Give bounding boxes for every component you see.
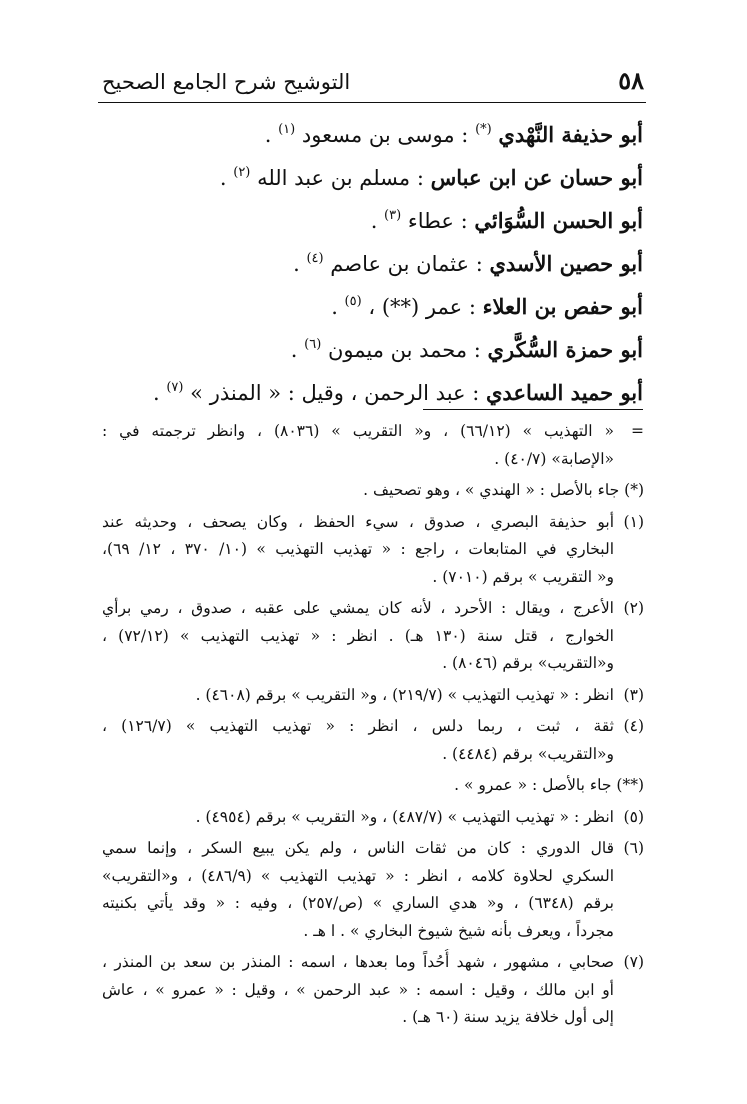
- entry-kunya: أبو حصين الأسدي: [489, 251, 643, 276]
- entry-name: عثمان بن عاصم: [330, 252, 470, 276]
- entry-name: مسلم بن عبد الله: [257, 166, 411, 190]
- footnotes-section: [102, 418, 644, 1036]
- page-header: [98, 66, 646, 102]
- footnote-line: الخوارج ، قتل سنة (١٣٠ هـ) . انظر : « تهذيب التهذيب » (٧٢/١٢) ،: [102, 626, 614, 645]
- footnote-line: مجرداً ، ويعرف بأنه شيخ شيوخ البخاري » . ا هـ .: [303, 921, 614, 940]
- footnote-line: قال الدوري : كان من ثقات الناس ، ولم يكن يبيع السكر ، وإنما سمي: [102, 839, 614, 857]
- footnote-line: إلى أول خلافة يزيد سنة (٦٠ هـ) .: [402, 1008, 614, 1026]
- entry-footnote-ref: (٤): [306, 251, 324, 266]
- entry-footnote-ref: (٧): [166, 380, 184, 395]
- footnote: [102, 949, 644, 1032]
- footnote: [102, 477, 644, 505]
- running-title: التوشيح شرح الجامع الصحيح: [102, 70, 351, 94]
- entry-footnote-ref: (٢): [233, 165, 251, 180]
- entry-row: أبو حمزة السُّكَّري : محمد بن ميمون $^{(٦)}$ .: [290, 337, 643, 362]
- footnote: [102, 772, 644, 800]
- entry-footnote-ref: (٣): [384, 208, 402, 223]
- entry-footnote-ref: (١): [278, 122, 296, 137]
- entry-name: محمد بن ميمون: [327, 338, 468, 362]
- entry-kunya: أبو حمزة السُّكَّري: [487, 337, 643, 362]
- entry-row: أبو حفص بن العلاء : عمر (**) ، $^{(٥)}$ .: [331, 294, 643, 319]
- footnote-line: أبو حذيفة البصري ، صدوق ، سيء الحفظ ، وكان يصحف ، وحديثه عند: [102, 512, 614, 531]
- footnote-line: البخاري في المتابعات ، راجع : « تهذيب التهذيب » (١٠/ ٣٧٠ ، ١٢/ ٦٩)،: [102, 540, 614, 558]
- entry-row: أبو حميد الساعدي : عبد الرحمن ، وقيل : « المنذر » $^{(٧)}$ .: [152, 380, 643, 405]
- footnote: [102, 418, 644, 473]
- footnote-label: (٢): [623, 599, 644, 617]
- footnote-label: (٣): [623, 685, 644, 704]
- entry-name: عبد الرحمن ، وقيل : « المنذر »: [190, 381, 466, 405]
- entry-kunya: أبو حسان عن ابن عباس: [430, 165, 643, 190]
- footnote-line: (**) جاء بالأصل : « عمرو » .: [454, 776, 644, 794]
- entry-kunya: أبو الحسن السُّوَائي: [474, 208, 643, 233]
- footnote-line: انظر : « تهذيب التهذيب » (٢١٩/٧) ، و« التقريب » برقم (٤٦٠٨) .: [195, 685, 614, 704]
- footnote: [102, 595, 644, 678]
- footnote-separator: [423, 409, 643, 410]
- footnote-label: (٦): [623, 839, 644, 857]
- footnote-line: (*) جاء بالأصل : « الهندي » ، وهو تصحيف .: [363, 481, 644, 499]
- footnote-line: صحابي ، مشهور ، شهد أُحُداً وما بعدها ، اسمه : المنذر بن سعد بن المنذر ،: [102, 953, 614, 971]
- entry-footnote-ref: (٦): [304, 337, 322, 352]
- entry-name: عطاء: [407, 209, 454, 233]
- entry-name: موسى بن مسعود: [301, 123, 455, 147]
- footnote-line: و« التقريب » برقم (٧٠١٠) .: [432, 567, 614, 586]
- footnote-label: =: [631, 422, 644, 440]
- footnote-line: « التهذيب » (٦٦/١٢) ، و« التقريب » (٨٠٣٦) ، وانظر ترجمته في :: [102, 422, 614, 440]
- footnote: [102, 682, 644, 710]
- entry-name: عمر (**) ،: [368, 295, 463, 319]
- footnote: [102, 835, 644, 945]
- footnote-label: (٥): [623, 807, 644, 826]
- entry-kunya: أبو حذيفة النَّهْدي: [498, 122, 643, 147]
- footnote: [102, 804, 644, 832]
- entry-footnote-ref: (٥): [344, 294, 362, 309]
- entry-row: أبو الحسن السُّوَائي : عطاء $^{(٣)}$ .: [370, 208, 643, 233]
- footnote-line: الأعرج ، ويقال : الأحرد ، لأنه كان يمشي على عقبه ، صدوق ، رمي برأي: [102, 599, 614, 617]
- footnote-label: (٧): [623, 953, 644, 971]
- entry-row: أبو حسان عن ابن عباس : مسلم بن عبد الله $^{(٢)}$ .: [219, 165, 643, 190]
- footnote-line: و«التقريب» برقم (٨٠٤٦) .: [442, 654, 614, 672]
- footnote-line: «الإصابة» (٤٠/٧) .: [494, 449, 614, 468]
- footnote: [102, 509, 644, 592]
- entry-row: أبو حذيفة النَّهْدي (*) : موسى بن مسعود $^{(١)}$ .: [264, 122, 643, 147]
- page-number: ٥٨: [618, 66, 644, 95]
- entry-kunya: أبو حفص بن العلاء: [482, 294, 643, 319]
- footnote-label: (١): [623, 512, 644, 531]
- footnote-line: انظر : « تهذيب التهذيب » (٤٨٧/٧) ، و« التقريب » برقم (٤٩٥٤) .: [195, 807, 614, 826]
- entry-row: أبو حصين الأسدي : عثمان بن عاصم $^{(٤)}$ .: [293, 251, 643, 276]
- footnote-label: (٤): [623, 717, 644, 735]
- footnote-line: ثقة ، ثبت ، ربما دلس ، انظر : « تهذيب التهذيب » (١٢٦/٧) ،: [102, 717, 614, 735]
- entry-mark: (*): [475, 122, 492, 137]
- footnote-line: السكري لحلاوة كلامه ، انظر : « تهذيب التهذيب » (٤٨٦/٩) ، و«التقريب»: [102, 866, 614, 885]
- footnote: [102, 713, 644, 768]
- footnote-line: و«التقريب» برقم (٤٤٨٤) .: [442, 744, 614, 763]
- footnote-line: أو ابن مالك ، وقيل : اسمه : « عبد الرحمن » ، وقيل : « عمرو » ، عاش: [102, 980, 614, 999]
- entries-list: [103, 108, 643, 409]
- header-rule: [98, 102, 646, 103]
- footnote-line: برقم (٦٣٤٨) ، و« هدي الساري » (ص/٢٥٧) ، وفيه : « وقد يأتي بكنيته: [102, 894, 614, 912]
- entry-kunya: أبو حميد الساعدي: [486, 380, 643, 405]
